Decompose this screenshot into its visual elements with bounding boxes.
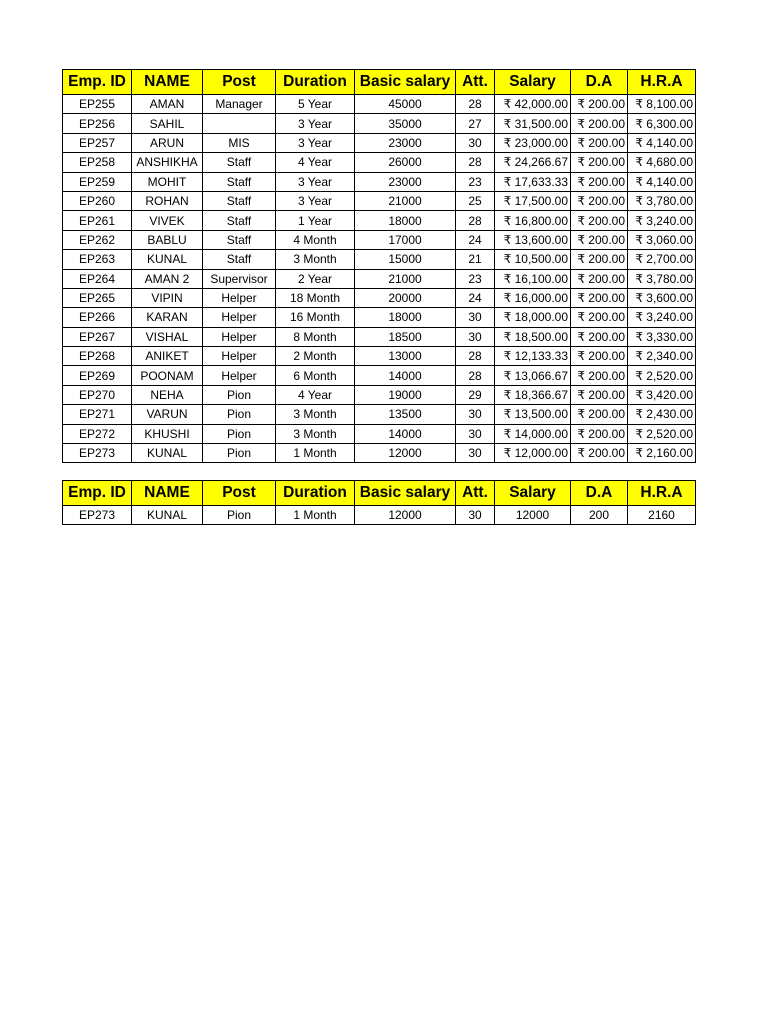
- cell-hra[interactable]: ₹ 2,520.00: [628, 424, 696, 443]
- cell-attendance[interactable]: 28: [456, 95, 495, 114]
- cell-name[interactable]: VISHAL: [132, 327, 203, 346]
- table-row: [63, 153, 696, 172]
- cell-post[interactable]: Staff: [203, 250, 276, 269]
- cell-emp-id[interactable]: EP255: [63, 95, 132, 114]
- cell-attendance[interactable]: 29: [456, 385, 495, 404]
- cell-attendance[interactable]: 28: [456, 211, 495, 230]
- cell-emp-id[interactable]: EP258: [63, 153, 132, 172]
- cell-post[interactable]: [203, 114, 276, 133]
- column-header-attendance[interactable]: Att.: [456, 481, 495, 506]
- cell-name[interactable]: AMAN: [132, 95, 203, 114]
- cell-hra[interactable]: ₹ 2,520.00: [628, 366, 696, 385]
- cell-attendance[interactable]: 23: [456, 269, 495, 288]
- cell-salary[interactable]: ₹ 12,133.33: [495, 347, 571, 366]
- cell-duration[interactable]: 3 Year: [276, 114, 355, 133]
- header-row: [63, 70, 696, 95]
- column-header-hra[interactable]: H.R.A: [628, 481, 696, 506]
- cell-da[interactable]: ₹ 200.00: [571, 366, 628, 385]
- cell-hra[interactable]: ₹ 4,680.00: [628, 153, 696, 172]
- cell-duration[interactable]: 16 Month: [276, 308, 355, 327]
- cell-basic-salary[interactable]: 14000: [355, 424, 456, 443]
- cell-salary[interactable]: ₹ 18,000.00: [495, 308, 571, 327]
- cell-basic-salary[interactable]: 12000: [355, 444, 456, 463]
- table-row: [63, 444, 696, 463]
- cell-basic-salary[interactable]: 20000: [355, 288, 456, 307]
- cell-da[interactable]: ₹ 200.00: [571, 250, 628, 269]
- cell-basic-salary[interactable]: 23000: [355, 133, 456, 152]
- column-header-attendance[interactable]: Att.: [456, 70, 495, 95]
- cell-basic-salary[interactable]: 21000: [355, 269, 456, 288]
- column-header-post[interactable]: Post: [203, 481, 276, 506]
- cell-name[interactable]: KHUSHI: [132, 424, 203, 443]
- cell-hra[interactable]: ₹ 3,420.00: [628, 385, 696, 404]
- cell-name[interactable]: VIVEK: [132, 211, 203, 230]
- column-header-name[interactable]: NAME: [132, 70, 203, 95]
- cell-duration[interactable]: 2 Month: [276, 347, 355, 366]
- column-header-duration[interactable]: Duration: [276, 70, 355, 95]
- cell-emp-id[interactable]: EP271: [63, 405, 132, 424]
- cell-attendance[interactable]: 30: [456, 405, 495, 424]
- cell-hra[interactable]: ₹ 6,300.00: [628, 114, 696, 133]
- cell-emp-id[interactable]: EP269: [63, 366, 132, 385]
- cell-salary[interactable]: ₹ 14,000.00: [495, 424, 571, 443]
- cell-name[interactable]: KUNAL: [132, 444, 203, 463]
- cell-name[interactable]: POONAM: [132, 366, 203, 385]
- cell-da[interactable]: ₹ 200.00: [571, 172, 628, 191]
- cell-salary[interactable]: ₹ 16,000.00: [495, 288, 571, 307]
- table-row: [63, 327, 696, 346]
- cell-hra[interactable]: ₹ 2,700.00: [628, 250, 696, 269]
- cell-duration[interactable]: 1 Month: [276, 444, 355, 463]
- cell-name[interactable]: KUNAL: [132, 506, 203, 525]
- cell-emp-id[interactable]: EP270: [63, 385, 132, 404]
- cell-attendance[interactable]: 30: [456, 424, 495, 443]
- cell-da[interactable]: ₹ 200.00: [571, 444, 628, 463]
- cell-post[interactable]: Helper: [203, 327, 276, 346]
- table-row: [63, 347, 696, 366]
- cell-attendance[interactable]: 27: [456, 114, 495, 133]
- cell-name[interactable]: ARUN: [132, 133, 203, 152]
- cell-post[interactable]: MIS: [203, 133, 276, 152]
- cell-salary[interactable]: ₹ 23,000.00: [495, 133, 571, 152]
- cell-da[interactable]: ₹ 200.00: [571, 405, 628, 424]
- cell-duration[interactable]: 3 Month: [276, 405, 355, 424]
- cell-da[interactable]: ₹ 200.00: [571, 191, 628, 210]
- table-row: [63, 211, 696, 230]
- cell-name[interactable]: SAHIL: [132, 114, 203, 133]
- table-row: [63, 114, 696, 133]
- cell-name[interactable]: BABLU: [132, 230, 203, 249]
- cell-attendance[interactable]: 28: [456, 366, 495, 385]
- cell-basic-salary[interactable]: 23000: [355, 172, 456, 191]
- cell-basic-salary[interactable]: 19000: [355, 385, 456, 404]
- cell-da[interactable]: ₹ 200.00: [571, 385, 628, 404]
- cell-attendance[interactable]: 28: [456, 347, 495, 366]
- column-header-salary[interactable]: Salary: [495, 70, 571, 95]
- cell-emp-id[interactable]: EP256: [63, 114, 132, 133]
- cell-hra[interactable]: ₹ 4,140.00: [628, 133, 696, 152]
- cell-hra[interactable]: ₹ 3,240.00: [628, 308, 696, 327]
- cell-basic-salary[interactable]: 18000: [355, 211, 456, 230]
- table-row: [63, 133, 696, 152]
- cell-da[interactable]: ₹ 200.00: [571, 288, 628, 307]
- cell-hra[interactable]: ₹ 3,780.00: [628, 269, 696, 288]
- cell-basic-salary[interactable]: 18000: [355, 308, 456, 327]
- table-row: [63, 385, 696, 404]
- cell-basic-salary[interactable]: 26000: [355, 153, 456, 172]
- cell-duration[interactable]: 1 Year: [276, 211, 355, 230]
- cell-duration[interactable]: 4 Month: [276, 230, 355, 249]
- cell-hra[interactable]: ₹ 3,060.00: [628, 230, 696, 249]
- cell-emp-id[interactable]: EP272: [63, 424, 132, 443]
- column-header-da[interactable]: D.A: [571, 70, 628, 95]
- cell-post[interactable]: Staff: [203, 211, 276, 230]
- cell-hra[interactable]: ₹ 3,330.00: [628, 327, 696, 346]
- cell-emp-id[interactable]: EP266: [63, 308, 132, 327]
- cell-emp-id[interactable]: EP260: [63, 191, 132, 210]
- cell-emp-id[interactable]: EP257: [63, 133, 132, 152]
- table-row: [63, 288, 696, 307]
- cell-salary[interactable]: ₹ 10,500.00: [495, 250, 571, 269]
- cell-post[interactable]: Pion: [203, 405, 276, 424]
- cell-duration[interactable]: 3 Month: [276, 424, 355, 443]
- cell-salary[interactable]: ₹ 42,000.00: [495, 95, 571, 114]
- cell-hra[interactable]: ₹ 8,100.00: [628, 95, 696, 114]
- cell-emp-id[interactable]: EP273: [63, 444, 132, 463]
- cell-emp-id[interactable]: EP264: [63, 269, 132, 288]
- table-row: [63, 424, 696, 443]
- column-header-basic-salary[interactable]: Basic salary: [355, 70, 456, 95]
- cell-emp-id[interactable]: EP263: [63, 250, 132, 269]
- cell-name[interactable]: ROHAN: [132, 191, 203, 210]
- cell-name[interactable]: KARAN: [132, 308, 203, 327]
- cell-hra[interactable]: ₹ 4,140.00: [628, 172, 696, 191]
- cell-attendance[interactable]: 30: [456, 133, 495, 152]
- column-header-emp-id[interactable]: Emp. ID: [63, 70, 132, 95]
- cell-salary[interactable]: ₹ 13,500.00: [495, 405, 571, 424]
- table-row: [63, 405, 696, 424]
- cell-attendance[interactable]: 30: [456, 327, 495, 346]
- cell-salary[interactable]: ₹ 18,500.00: [495, 327, 571, 346]
- cell-post[interactable]: Helper: [203, 288, 276, 307]
- column-header-name[interactable]: NAME: [132, 481, 203, 506]
- cell-attendance[interactable]: 30: [456, 308, 495, 327]
- cell-name[interactable]: AMAN 2: [132, 269, 203, 288]
- cell-salary[interactable]: ₹ 17,633.33: [495, 172, 571, 191]
- cell-post[interactable]: Pion: [203, 444, 276, 463]
- cell-duration[interactable]: 5 Year: [276, 95, 355, 114]
- cell-basic-salary[interactable]: 13000: [355, 347, 456, 366]
- column-header-hra[interactable]: H.R.A: [628, 70, 696, 95]
- cell-basic-salary[interactable]: 21000: [355, 191, 456, 210]
- cell-salary[interactable]: ₹ 31,500.00: [495, 114, 571, 133]
- table-row: [63, 172, 696, 191]
- cell-basic-salary[interactable]: 35000: [355, 114, 456, 133]
- cell-duration[interactable]: 3 Year: [276, 191, 355, 210]
- cell-hra[interactable]: ₹ 3,600.00: [628, 288, 696, 307]
- column-header-post[interactable]: Post: [203, 70, 276, 95]
- cell-salary[interactable]: ₹ 16,800.00: [495, 211, 571, 230]
- cell-da[interactable]: ₹ 200.00: [571, 230, 628, 249]
- cell-salary[interactable]: ₹ 12,000.00: [495, 444, 571, 463]
- cell-duration[interactable]: 3 Year: [276, 172, 355, 191]
- cell-hra[interactable]: ₹ 3,780.00: [628, 191, 696, 210]
- cell-da[interactable]: ₹ 200.00: [571, 133, 628, 152]
- cell-post[interactable]: Helper: [203, 366, 276, 385]
- cell-attendance[interactable]: 28: [456, 153, 495, 172]
- cell-da[interactable]: ₹ 200.00: [571, 269, 628, 288]
- cell-da[interactable]: ₹ 200.00: [571, 153, 628, 172]
- cell-da[interactable]: ₹ 200.00: [571, 95, 628, 114]
- column-header-emp-id[interactable]: Emp. ID: [63, 481, 132, 506]
- employee-salary-table: [62, 69, 696, 463]
- cell-hra[interactable]: ₹ 2,160.00: [628, 444, 696, 463]
- cell-duration[interactable]: 3 Year: [276, 133, 355, 152]
- table-row: [63, 308, 696, 327]
- cell-salary[interactable]: 12000: [495, 506, 571, 525]
- cell-emp-id[interactable]: EP267: [63, 327, 132, 346]
- cell-emp-id[interactable]: EP262: [63, 230, 132, 249]
- cell-post[interactable]: Staff: [203, 153, 276, 172]
- cell-post[interactable]: Supervisor: [203, 269, 276, 288]
- cell-attendance[interactable]: 24: [456, 230, 495, 249]
- cell-salary[interactable]: ₹ 18,366.67: [495, 385, 571, 404]
- lookup-header: [63, 481, 696, 506]
- table-row: [63, 250, 696, 269]
- cell-hra[interactable]: ₹ 2,430.00: [628, 405, 696, 424]
- cell-attendance[interactable]: 25: [456, 191, 495, 210]
- cell-emp-id[interactable]: EP265: [63, 288, 132, 307]
- cell-attendance[interactable]: 21: [456, 250, 495, 269]
- cell-hra[interactable]: 2160: [628, 506, 696, 525]
- cell-attendance[interactable]: 24: [456, 288, 495, 307]
- cell-salary[interactable]: ₹ 16,100.00: [495, 269, 571, 288]
- lookup-header-row: [63, 481, 696, 506]
- cell-duration[interactable]: 6 Month: [276, 366, 355, 385]
- cell-duration[interactable]: 1 Month: [276, 506, 355, 525]
- cell-da[interactable]: 200: [571, 506, 628, 525]
- cell-post[interactable]: Manager: [203, 95, 276, 114]
- column-header-da[interactable]: D.A: [571, 481, 628, 506]
- cell-name[interactable]: VARUN: [132, 405, 203, 424]
- cell-da[interactable]: ₹ 200.00: [571, 347, 628, 366]
- cell-duration[interactable]: 2 Year: [276, 269, 355, 288]
- cell-da[interactable]: ₹ 200.00: [571, 114, 628, 133]
- cell-hra[interactable]: ₹ 2,340.00: [628, 347, 696, 366]
- cell-basic-salary[interactable]: 18500: [355, 327, 456, 346]
- cell-name[interactable]: ANSHIKHA: [132, 153, 203, 172]
- cell-post[interactable]: Pion: [203, 424, 276, 443]
- cell-post[interactable]: Pion: [203, 506, 276, 525]
- cell-duration[interactable]: 3 Month: [276, 250, 355, 269]
- cell-duration[interactable]: 4 Year: [276, 385, 355, 404]
- column-header-duration[interactable]: Duration: [276, 481, 355, 506]
- table-row: [63, 95, 696, 114]
- cell-name[interactable]: NEHA: [132, 385, 203, 404]
- cell-salary[interactable]: ₹ 13,600.00: [495, 230, 571, 249]
- cell-emp-id[interactable]: EP273: [63, 506, 132, 525]
- table-row: [63, 191, 696, 210]
- cell-salary[interactable]: ₹ 13,066.67: [495, 366, 571, 385]
- cell-emp-id[interactable]: EP259: [63, 172, 132, 191]
- cell-emp-id[interactable]: EP268: [63, 347, 132, 366]
- cell-salary[interactable]: ₹ 24,266.67: [495, 153, 571, 172]
- cell-post[interactable]: Staff: [203, 172, 276, 191]
- cell-post[interactable]: Helper: [203, 308, 276, 327]
- cell-duration[interactable]: 8 Month: [276, 327, 355, 346]
- cell-attendance[interactable]: 30: [456, 506, 495, 525]
- table-row: [63, 366, 696, 385]
- cell-basic-salary[interactable]: 13500: [355, 405, 456, 424]
- cell-post[interactable]: Helper: [203, 347, 276, 366]
- column-header-salary[interactable]: Salary: [495, 481, 571, 506]
- cell-post[interactable]: Staff: [203, 191, 276, 210]
- cell-name[interactable]: KUNAL: [132, 250, 203, 269]
- cell-post[interactable]: Pion: [203, 385, 276, 404]
- cell-post[interactable]: Staff: [203, 230, 276, 249]
- cell-duration[interactable]: 18 Month: [276, 288, 355, 307]
- table-row: [63, 269, 696, 288]
- cell-name[interactable]: VIPIN: [132, 288, 203, 307]
- table-body: [63, 95, 696, 463]
- table-header: [63, 70, 696, 95]
- cell-da[interactable]: ₹ 200.00: [571, 308, 628, 327]
- cell-basic-salary[interactable]: 45000: [355, 95, 456, 114]
- cell-emp-id[interactable]: EP261: [63, 211, 132, 230]
- cell-basic-salary[interactable]: 15000: [355, 250, 456, 269]
- cell-basic-salary[interactable]: 17000: [355, 230, 456, 249]
- cell-attendance[interactable]: 23: [456, 172, 495, 191]
- cell-hra[interactable]: ₹ 3,240.00: [628, 211, 696, 230]
- cell-name[interactable]: MOHIT: [132, 172, 203, 191]
- table-row: [63, 230, 696, 249]
- employee-lookup-table: [62, 480, 696, 525]
- lookup-body: [63, 506, 696, 525]
- cell-name[interactable]: ANIKET: [132, 347, 203, 366]
- cell-da[interactable]: ₹ 200.00: [571, 211, 628, 230]
- cell-da[interactable]: ₹ 200.00: [571, 424, 628, 443]
- cell-duration[interactable]: 4 Year: [276, 153, 355, 172]
- cell-basic-salary[interactable]: 14000: [355, 366, 456, 385]
- cell-basic-salary[interactable]: 12000: [355, 506, 456, 525]
- cell-da[interactable]: ₹ 200.00: [571, 327, 628, 346]
- table-row: [63, 506, 696, 525]
- column-header-basic-salary[interactable]: Basic salary: [355, 481, 456, 506]
- cell-salary[interactable]: ₹ 17,500.00: [495, 191, 571, 210]
- cell-attendance[interactable]: 30: [456, 444, 495, 463]
